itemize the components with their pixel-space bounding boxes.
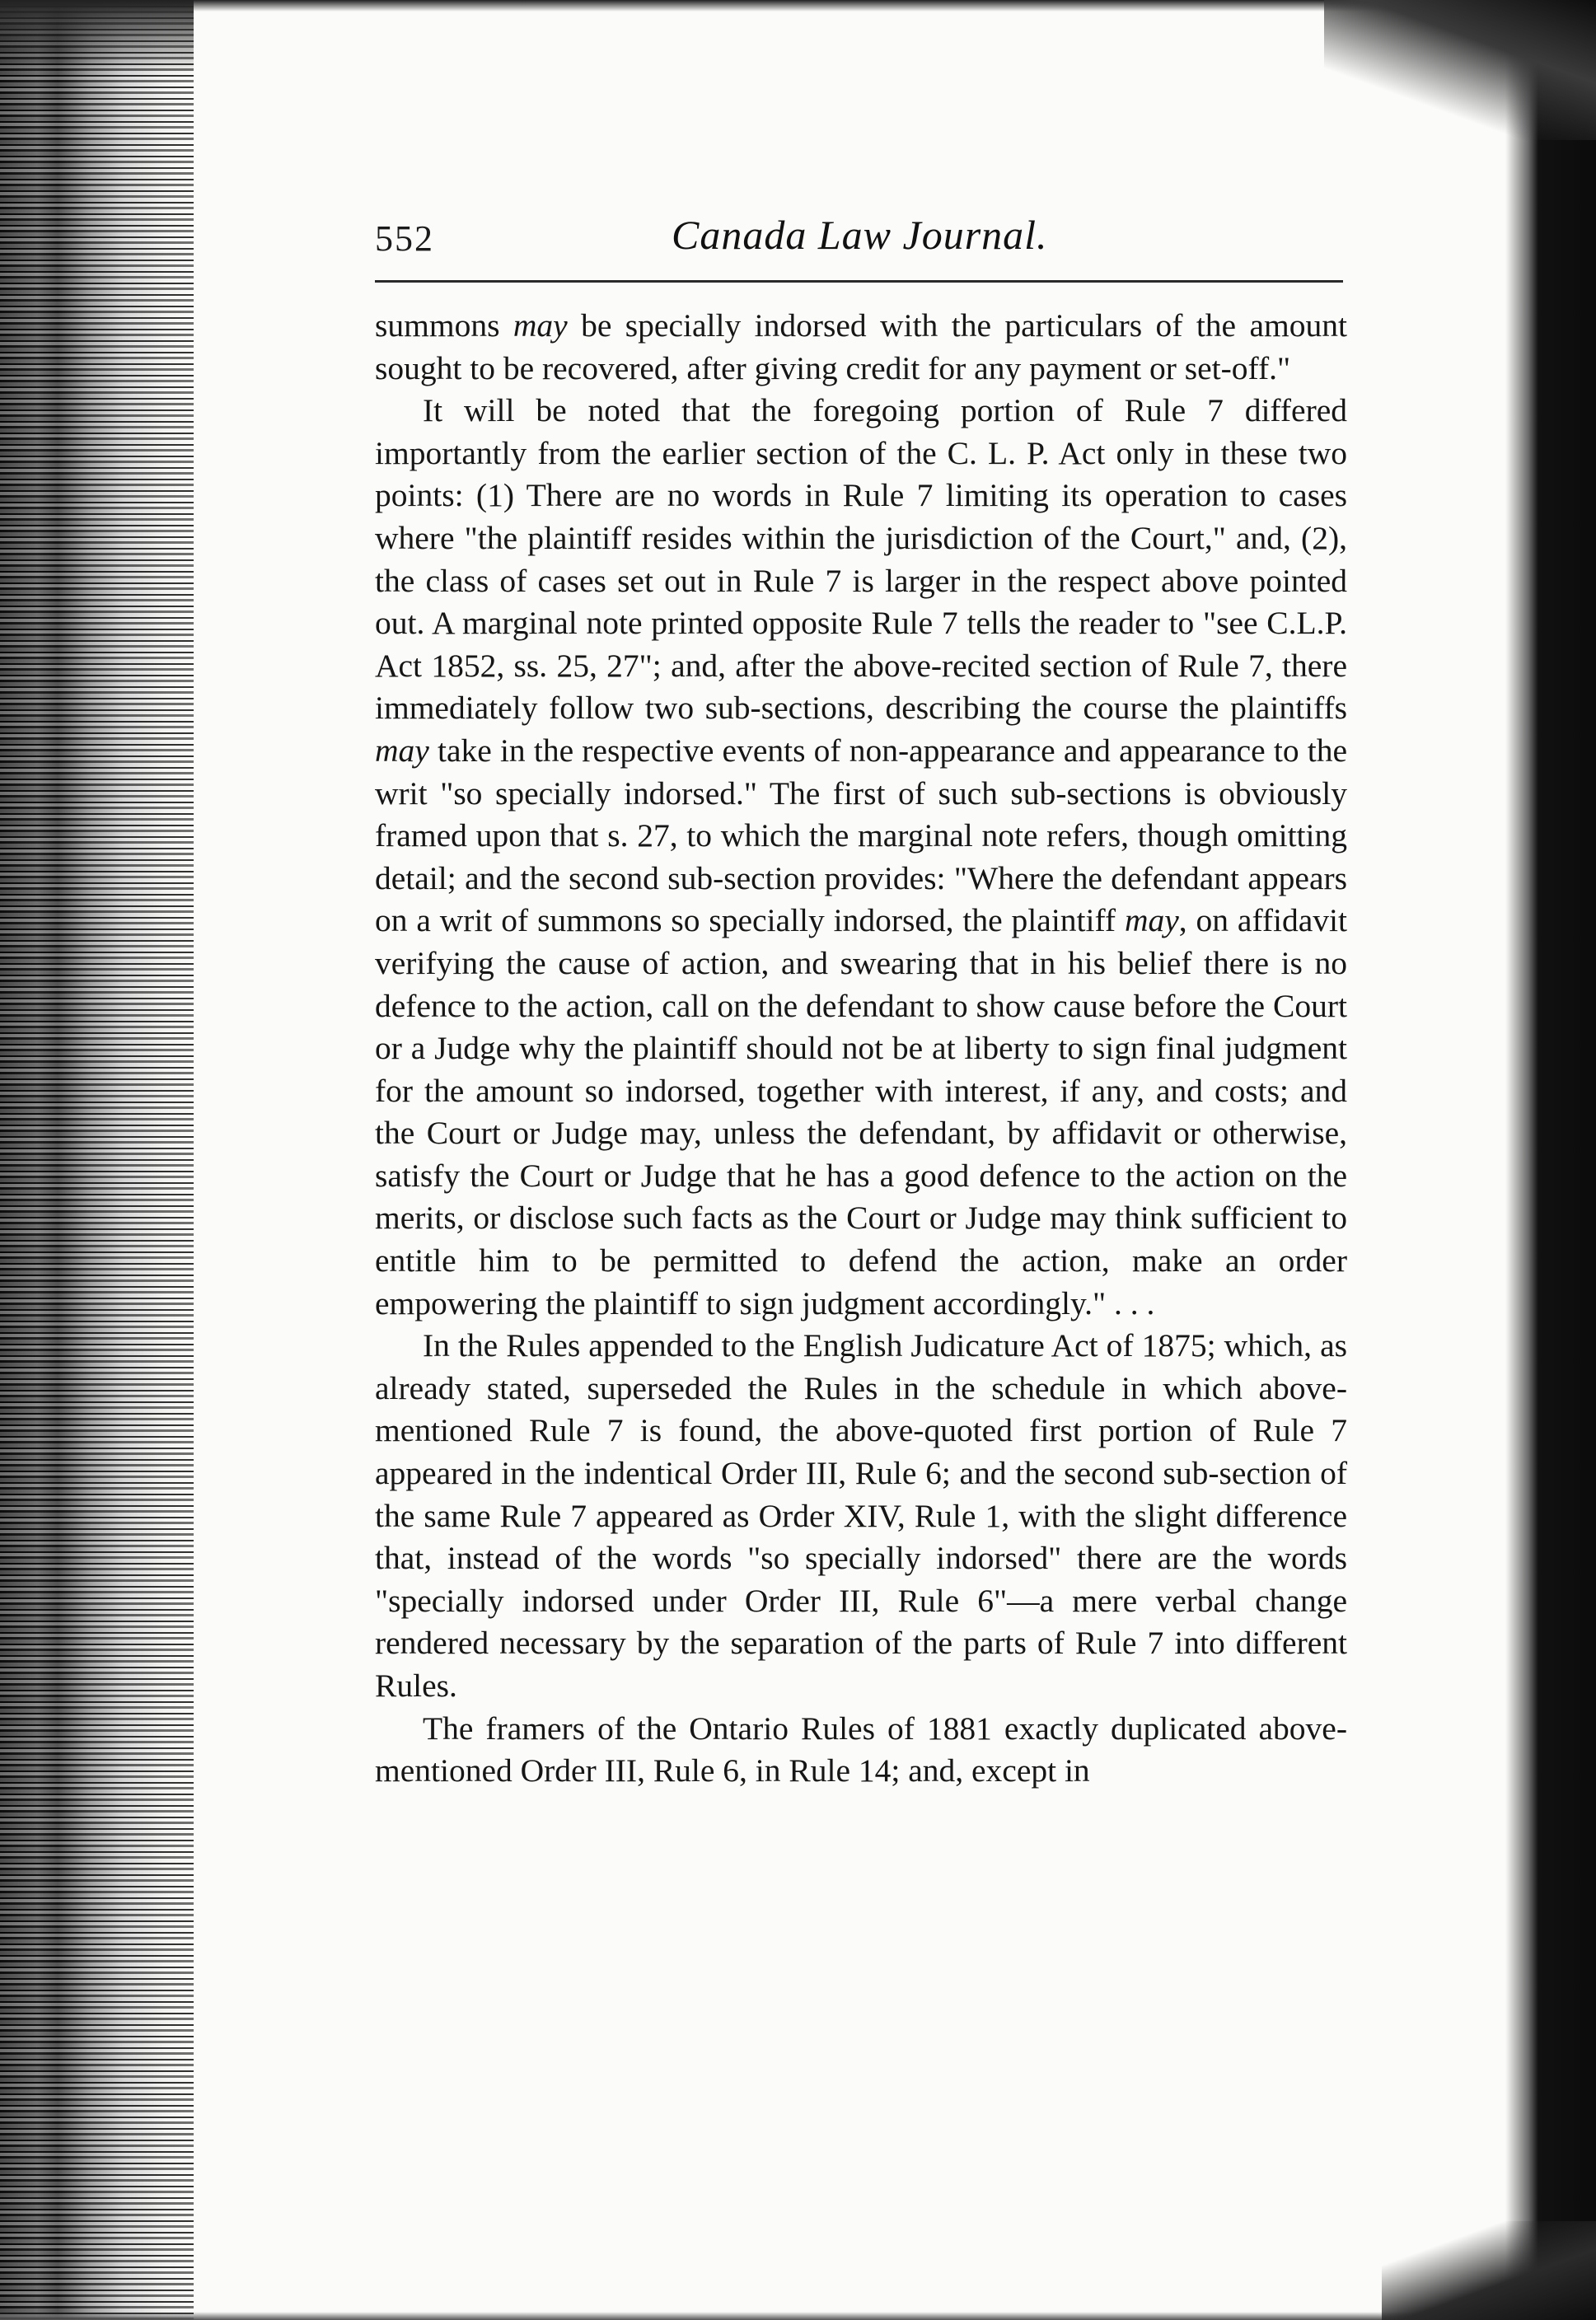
- scan-shadow-bottom-right: [1382, 2221, 1596, 2320]
- italic-emphasis: may: [375, 732, 429, 769]
- text-run: In the Rules appended to the English Judicature Act of 1875; which, as already stated, superseded the Rules in the schedule in which above-mentioned Rule 7 is found, the above-quoted first portion of Rule 7 appeared in the indentical Order III, Rule 6; and the second sub-section of the same Rule 7 appeared as Order XIV, Rule 1, with the slight difference that, instead of the words "so specially indorsed" there are the words "specially indorsed under Order III, Rule 6"—a mere verbal change rendered necessary by the separation of the parts of Rule 7 into different Rules.: [375, 1327, 1347, 1704]
- text-run: be specially indorsed with the particulars of the amount sought to be recovered, after giving credit for any payment or set-off.": [375, 307, 1347, 386]
- text-run: , on affidavit verifying the cause of action, and swearing that in his belief there is no defence to the action, call on the defendant to show cause before the Court or a Judge why the plaintiff should not be at liberty to sign final judgment for the amount so indorsed, together with interest, if any, and costs; and the Court or Judge may, unless the defendant, by affidavit or otherwise, satisfy the Court or Judge that he has a good defence to the action on the merits, or disclose such facts as the Court or Judge may think sufficient to entitle him to be permitted to defend the action, make an order empowering the plaintiff to sign judgment accordingly." . . .: [375, 902, 1347, 1321]
- paragraph-1: [375, 305, 1347, 390]
- running-head: Canada Law Journal.: [672, 212, 1048, 258]
- text-run: It will be noted that the foregoing portion of Rule 7 differed importantly from the earlier section of the C. L. P. Act only in these two points: (1) There are no words in Rule 7 limiting its operation to cases where "the plaintiff resides within the jurisdiction of the Court," and, (2), the class of cases set out in Rule 7 is larger in the respect above pointed out. A marginal note printed opposite Rule 7 tells the reader to "see C.L.P. Act 1852, ss. 25, 27"; and, after the above-recited section of Rule 7, there immediately follow two sub-sections, describing the course the plaintiffs: [375, 392, 1347, 727]
- body-text: [375, 305, 1347, 1793]
- scan-edge-bottom: [0, 2312, 1596, 2320]
- scan-edge-right: [1505, 0, 1596, 2320]
- page-number: 552: [375, 218, 434, 259]
- italic-emphasis: may: [1124, 902, 1179, 939]
- italic-emphasis: may: [512, 307, 568, 344]
- paragraph-4: [375, 1708, 1347, 1793]
- page-header: [375, 208, 1343, 286]
- text-run: take in the respective events of non-appearance and appearance to the writ "so specially indorsed." The first of such sub-sections is obviously framed upon that s. 27, to which the marginal note refers, though omitting detail; and the second sub-section provides: "Where the defendant appears on a writ of summons so specially indorsed, the plaintiff: [375, 732, 1347, 939]
- paragraph-2: [375, 390, 1347, 1325]
- paragraph-3: [375, 1325, 1347, 1707]
- text-run: summons: [375, 307, 513, 344]
- text-run: The framers of the Ontario Rules of 1881 exactly duplicated above-mentioned Order III, Rule 6, in Rule 14; and, except in: [375, 1710, 1347, 1789]
- scan-shadow-top-right: [1324, 0, 1596, 140]
- binding-gutter: [0, 0, 194, 2320]
- header-rule: [375, 280, 1343, 283]
